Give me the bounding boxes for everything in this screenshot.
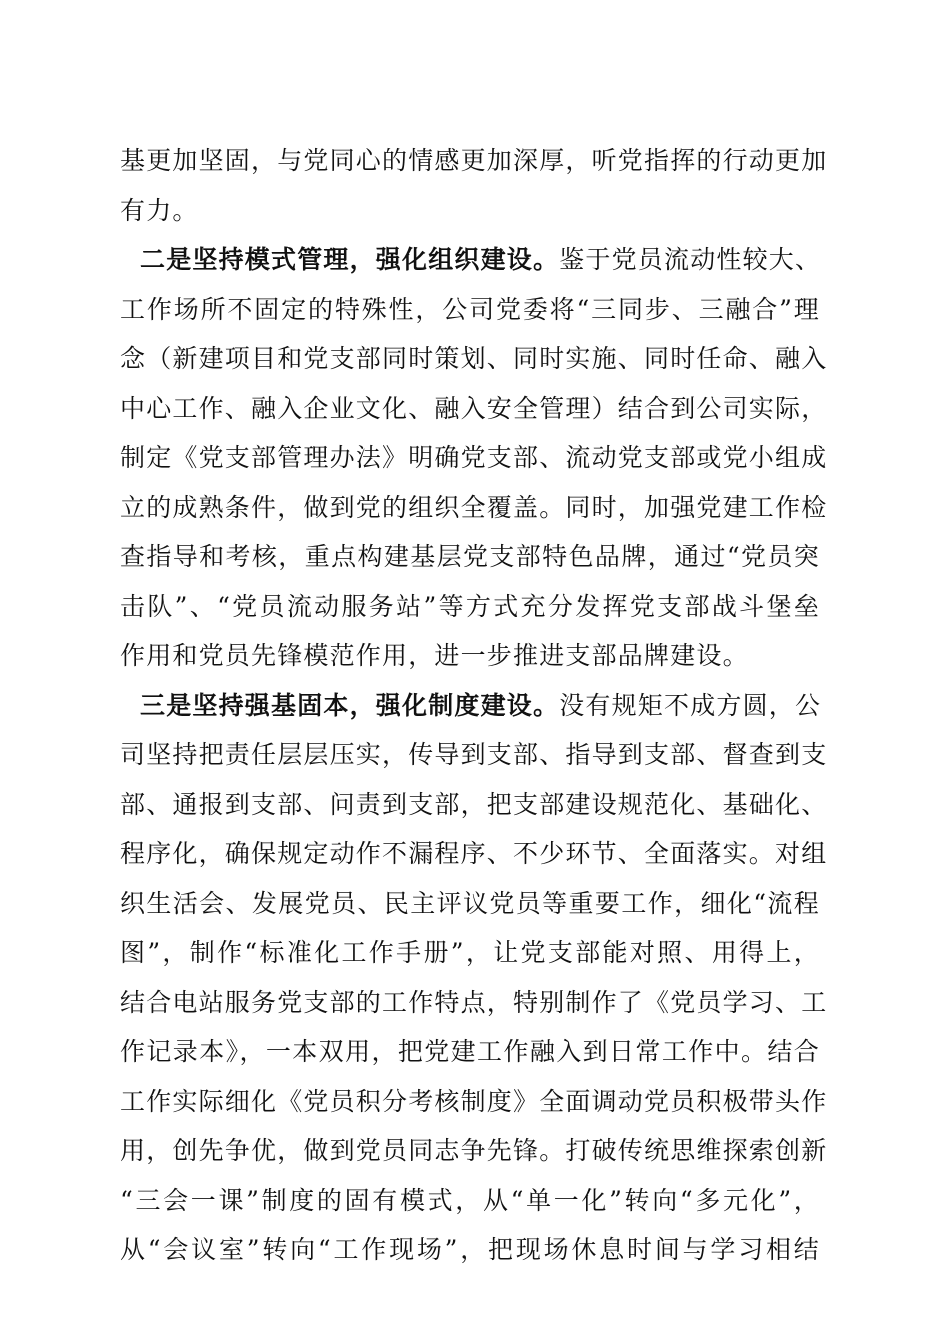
text-line: 程序化，确保规定动作不漏程序、不少环节、全面落实。对组 xyxy=(120,839,828,868)
text-line: 工作场所不固定的特殊性，公司党委将“三同步、三融合”理 xyxy=(120,295,820,324)
text-line: 立的成熟条件，做到党的组织全覆盖。同时，加强党建工作检 xyxy=(120,493,828,522)
text-line: 作用和党员先锋模范作用，进一步推进支部品牌建设。 xyxy=(120,641,749,670)
text-line: 部、通报到支部、问责到支部，把支部建设规范化、基础化、 xyxy=(120,790,828,819)
paragraph-lead-heading: 三是坚持强基固本，强化制度建设。 xyxy=(140,691,560,720)
paragraph-lead-heading: 二是坚持模式管理，强化组织建设。 xyxy=(140,245,560,274)
text-line: 中心工作、融入企业文化、融入安全管理）结合到公司实际， xyxy=(120,394,828,423)
text-line: 从“会议室”转向“工作现场”，把现场休息时间与学习相结 xyxy=(120,1235,820,1264)
text-line: 基更加坚固，与党同心的情感更加深厚，听党指挥的行动更加 xyxy=(120,146,828,175)
text-line: 用，创先争优，做到党员同志争先锋。打破传统思维探索创新 xyxy=(120,1136,828,1165)
paragraph-lead-rest: 没有规矩不成方圆，公 xyxy=(559,691,822,720)
text-line: 念（新建项目和党支部同时策划、同时实施、同时任命、融入 xyxy=(120,344,828,373)
text-line: “三会一课”制度的固有模式，从“单一化”转向“多元化”， xyxy=(120,1186,820,1215)
text-line: 击队”、“党员流动服务站”等方式充分发挥党支部战斗堡垒 xyxy=(120,592,820,621)
paragraph-first-line xyxy=(140,686,820,726)
text-line: 制定《党支部管理办法》明确党支部、流动党支部或党小组成 xyxy=(120,443,828,472)
text-line: 织生活会、发展党员、民主评议党员等重要工作，细化“流程 xyxy=(120,889,820,918)
text-line: 结合电站服务党支部的工作特点，特别制作了《党员学习、工 xyxy=(120,988,828,1017)
paragraph-first-line xyxy=(140,240,820,280)
text-line: 有力。 xyxy=(120,196,199,225)
paragraph-lead-rest: 鉴于党员流动性较大、 xyxy=(559,245,822,274)
text-line: 司坚持把责任层层压实，传导到支部、指导到支部、督查到支 xyxy=(120,740,828,769)
text-line: 作记录本》，一本双用，把党建工作融入到日常工作中。结合 xyxy=(120,1037,820,1066)
text-line: 查指导和考核，重点构建基层党支部特色品牌，通过“党员突 xyxy=(120,542,820,571)
text-line: 图”，制作“标准化工作手册”，让党支部能对照、用得上， xyxy=(120,938,820,967)
text-line: 工作实际细化《党员积分考核制度》全面调动党员积极带头作 xyxy=(120,1087,828,1116)
